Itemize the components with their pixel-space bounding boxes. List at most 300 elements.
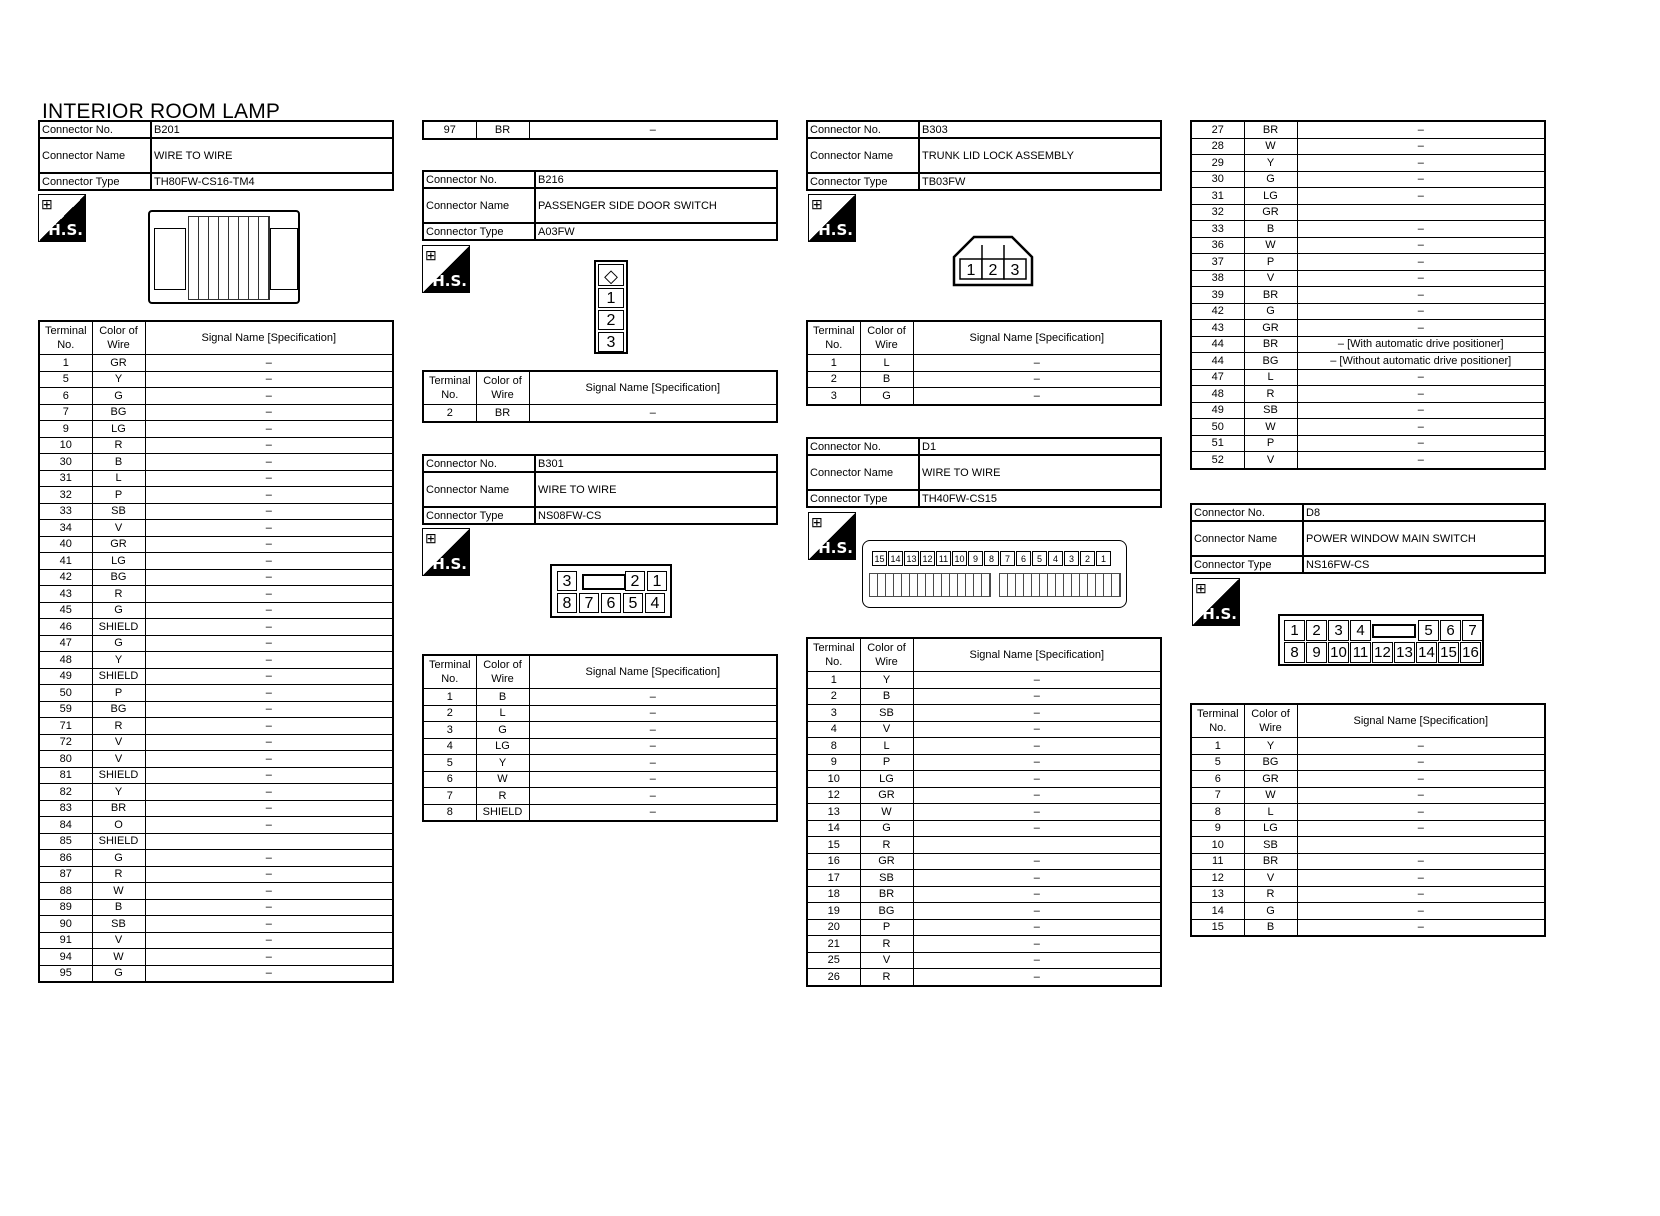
- wire-color-cell: W: [476, 771, 529, 788]
- connector-no-label: Connector No.: [423, 455, 535, 472]
- connector-name-value: POWER WINDOW MAIN SWITCH: [1303, 521, 1545, 556]
- terminal-no-header: Terminal No.: [807, 638, 860, 672]
- table-row: [39, 652, 393, 669]
- table-row: [39, 751, 393, 768]
- wire-color-cell: Y: [92, 652, 145, 669]
- wire-color-cell: GR: [92, 355, 145, 372]
- hs-icon: ⊞ H.S.: [422, 245, 470, 293]
- b301-pin: 8: [557, 593, 577, 613]
- wire-color-cell: R: [92, 586, 145, 603]
- terminal-no-cell: 26: [807, 969, 860, 986]
- terminal-no-cell: 16: [807, 853, 860, 870]
- signal-name-cell: –: [913, 771, 1161, 788]
- signal-name-cell: –: [145, 701, 393, 718]
- connector-no-label: Connector No.: [807, 121, 919, 138]
- wire-color-cell: G: [92, 850, 145, 867]
- signal-name-cell: –: [145, 602, 393, 619]
- signal-name-cell: –: [913, 787, 1161, 804]
- connector-b303-terminal-table: [806, 320, 1162, 406]
- b303-pin: 2: [988, 262, 998, 279]
- terminal-no-cell: 29: [1191, 155, 1244, 172]
- wire-color-cell: B: [1244, 919, 1297, 936]
- table-row: [807, 672, 1161, 689]
- wire-color-cell: P: [860, 919, 913, 936]
- signal-name-cell: –: [913, 705, 1161, 722]
- b301-pin: 1: [647, 571, 667, 591]
- signal-name-cell: –: [145, 569, 393, 586]
- signal-name-cell: –: [1297, 853, 1545, 870]
- d8-pin: 12: [1372, 642, 1393, 663]
- signal-name-cell: –: [529, 705, 777, 722]
- signal-name-cell: –: [1297, 270, 1545, 287]
- wire-color-cell: W: [1244, 237, 1297, 254]
- connector-b303-diagram: [952, 235, 1034, 287]
- b301-pin: 3: [557, 571, 577, 591]
- terminal-no-cell: 87: [39, 866, 92, 883]
- wire-color-cell: W: [1244, 787, 1297, 804]
- b301-pin: 6: [601, 593, 621, 613]
- signal-name-cell: –: [1297, 237, 1545, 254]
- signal-name-cell: –: [1297, 738, 1545, 755]
- terminal-no-cell: 47: [1191, 369, 1244, 386]
- signal-name-header: Signal Name [Specification]: [529, 655, 777, 689]
- wire-color-cell: BR: [860, 886, 913, 903]
- connector-type-label: Connector Type: [807, 490, 919, 507]
- wire-color-cell: W: [860, 804, 913, 821]
- wire-color-cell: SHIELD: [476, 804, 529, 821]
- signal-name-cell: –: [145, 932, 393, 949]
- connector-no-label: Connector No.: [39, 121, 151, 138]
- table-row: [807, 688, 1161, 705]
- signal-name-cell: –: [145, 767, 393, 784]
- table-row: [39, 602, 393, 619]
- wire-color-cell: GR: [92, 536, 145, 553]
- connector-d1-diagram: [862, 540, 1127, 608]
- table-row: [1191, 402, 1545, 419]
- signal-name-cell: –: [145, 965, 393, 982]
- wire-color-cell: R: [860, 936, 913, 953]
- table-row: [39, 619, 393, 636]
- connector-no-label: Connector No.: [807, 438, 919, 455]
- table-row: [1191, 303, 1545, 320]
- table-row: [39, 553, 393, 570]
- signal-name-cell: –: [1297, 171, 1545, 188]
- terminal-no-cell: 4: [423, 738, 476, 755]
- signal-name-cell: –: [913, 804, 1161, 821]
- terminal-no-cell: 82: [39, 784, 92, 801]
- signal-name-cell: –: [1297, 435, 1545, 452]
- table-row: [39, 767, 393, 784]
- signal-name-cell: –: [1297, 870, 1545, 887]
- table-row: [807, 388, 1161, 405]
- connector-name-value: PASSENGER SIDE DOOR SWITCH: [535, 188, 777, 223]
- table-row: [1191, 188, 1545, 205]
- table-row: [1191, 287, 1545, 304]
- table-row: [807, 787, 1161, 804]
- table-row: [39, 355, 393, 372]
- table-row: [39, 685, 393, 702]
- wire-color-cell: GR: [1244, 771, 1297, 788]
- terminal-no-header: Terminal No.: [423, 371, 476, 405]
- wire-color-cell: Y: [92, 371, 145, 388]
- wire-color-cell: L: [476, 705, 529, 722]
- connector-b201-diagram: [148, 210, 300, 304]
- wire-color-cell: G: [92, 602, 145, 619]
- table-row: [807, 886, 1161, 903]
- terminal-no-cell: 34: [39, 520, 92, 537]
- d1-pin: 13: [904, 551, 919, 566]
- wire-color-cell: SHIELD: [92, 767, 145, 784]
- wire-color-cell: Y: [476, 755, 529, 772]
- signal-name-cell: –: [913, 672, 1161, 689]
- b303-pin: 1: [966, 262, 976, 279]
- b216-pin: 3: [598, 332, 624, 352]
- connector-no-value: D8: [1303, 504, 1545, 521]
- wire-color-cell: B: [92, 454, 145, 471]
- hs-icon: ⊞ H.S.: [38, 194, 86, 242]
- connector-type-label: Connector Type: [39, 173, 151, 190]
- terminal-no-cell: 91: [39, 932, 92, 949]
- table-row: [1191, 886, 1545, 903]
- signal-name-cell: –: [145, 751, 393, 768]
- terminal-no-cell: 38: [1191, 270, 1244, 287]
- signal-name-cell: –: [913, 371, 1161, 388]
- table-row: [423, 738, 777, 755]
- table-row: [39, 404, 393, 421]
- wire-color-cell: G: [92, 388, 145, 405]
- table-row: [1191, 804, 1545, 821]
- wire-color-cell: G: [1244, 903, 1297, 920]
- signal-name-cell: –: [913, 355, 1161, 372]
- terminal-no-cell: 12: [1191, 870, 1244, 887]
- terminal-no-cell: 48: [1191, 386, 1244, 403]
- signal-name-cell: –: [913, 969, 1161, 986]
- terminal-no-cell: 89: [39, 899, 92, 916]
- table-row: [39, 635, 393, 652]
- wire-color-cell: P: [1244, 435, 1297, 452]
- signal-name-header: Signal Name [Specification]: [913, 321, 1161, 355]
- wire-color-cell: Y: [1244, 738, 1297, 755]
- signal-name-cell: –: [145, 404, 393, 421]
- connector-type-value: TB03FW: [919, 173, 1161, 190]
- wire-color-cell: SB: [860, 870, 913, 887]
- wire-color-cell: BR: [476, 405, 529, 422]
- table-row: [1191, 369, 1545, 386]
- terminal-no-cell: 49: [39, 668, 92, 685]
- d8-pin: 15: [1438, 642, 1459, 663]
- signal-name-cell: –: [145, 553, 393, 570]
- signal-name-cell: –: [529, 788, 777, 805]
- color-of-wire-header: Color of Wire: [92, 321, 145, 355]
- signal-name-cell: –: [913, 853, 1161, 870]
- wire-color-cell: B: [860, 371, 913, 388]
- connector-d1-terminal-table: [806, 637, 1162, 987]
- connector-name-label: Connector Name: [423, 472, 535, 507]
- table-row: [39, 899, 393, 916]
- terminal-no-cell: 5: [39, 371, 92, 388]
- table-row: [39, 718, 393, 735]
- terminal-no-cell: 49: [1191, 402, 1244, 419]
- table-row: [423, 771, 777, 788]
- table-row: [39, 866, 393, 883]
- signal-name-cell: –: [145, 866, 393, 883]
- terminal-no-cell: 25: [807, 952, 860, 969]
- signal-name-cell: –: [1297, 221, 1545, 238]
- signal-name-cell: –: [1297, 320, 1545, 337]
- d1-pin: 15: [872, 551, 887, 566]
- connector-type-label: Connector Type: [423, 507, 535, 524]
- signal-name-cell: –: [145, 371, 393, 388]
- connector-no-label: Connector No.: [1191, 504, 1303, 521]
- b216-key: ◇: [598, 264, 624, 286]
- table-row: [39, 668, 393, 685]
- signal-name-cell: –: [145, 454, 393, 471]
- signal-name-cell: –: [913, 903, 1161, 920]
- terminal-no-cell: 8: [423, 804, 476, 821]
- table-row: [423, 121, 777, 139]
- connector-name-label: Connector Name: [807, 455, 919, 490]
- terminal-no-cell: 5: [1191, 754, 1244, 771]
- d1-pin: 8: [984, 551, 999, 566]
- terminal-no-cell: 41: [39, 553, 92, 570]
- signal-name-cell: –: [1297, 754, 1545, 771]
- terminal-no-cell: 31: [1191, 188, 1244, 205]
- terminal-no-cell: 33: [39, 503, 92, 520]
- wire-color-cell: V: [92, 734, 145, 751]
- b301-pin: 4: [645, 593, 665, 613]
- wire-color-cell: SB: [92, 916, 145, 933]
- terminal-no-cell: 44: [1191, 353, 1244, 370]
- terminal-no-cell: 81: [39, 767, 92, 784]
- wire-color-cell: BR: [1244, 121, 1297, 138]
- wire-color-cell: SB: [1244, 837, 1297, 854]
- terminal-no-cell: 14: [807, 820, 860, 837]
- table-row: [807, 754, 1161, 771]
- signal-name-cell: –: [913, 721, 1161, 738]
- connector-name-label: Connector Name: [423, 188, 535, 223]
- table-row: [1191, 820, 1545, 837]
- terminal-no-cell: 90: [39, 916, 92, 933]
- d1-pin: 3: [1064, 551, 1079, 566]
- signal-name-cell: –: [1297, 452, 1545, 469]
- wire-color-cell: BG: [1244, 353, 1297, 370]
- terminal-no-cell: 32: [1191, 204, 1244, 221]
- signal-name-cell: –: [913, 936, 1161, 953]
- table-row: [39, 421, 393, 438]
- d8-pin: 16: [1460, 642, 1481, 663]
- signal-name-cell: –: [913, 754, 1161, 771]
- terminal-no-cell: 6: [423, 771, 476, 788]
- wire-color-cell: L: [860, 738, 913, 755]
- signal-name-cell: –: [145, 503, 393, 520]
- d8-pin: 2: [1306, 620, 1327, 641]
- wire-color-cell: B: [860, 688, 913, 705]
- table-row: [1191, 903, 1545, 920]
- terminal-no-cell: 3: [423, 722, 476, 739]
- table-row: [807, 853, 1161, 870]
- signal-name-cell: [913, 837, 1161, 854]
- wire-color-cell: GR: [1244, 204, 1297, 221]
- wire-color-cell: R: [92, 718, 145, 735]
- d1-pin-block-left: [869, 573, 991, 597]
- wire-color-cell: L: [860, 355, 913, 372]
- connector-b301-info: [422, 454, 778, 525]
- table-row: [1191, 919, 1545, 936]
- wire-color-cell: G: [92, 965, 145, 982]
- wire-color-cell: V: [92, 932, 145, 949]
- table-row: [39, 916, 393, 933]
- signal-name-cell: –: [1297, 886, 1545, 903]
- table-row: [1191, 336, 1545, 353]
- d8-pin: 10: [1328, 642, 1349, 663]
- terminal-no-cell: 47: [39, 635, 92, 652]
- wire-color-cell: LG: [476, 738, 529, 755]
- terminal-no-cell: 2: [423, 705, 476, 722]
- connector-no-value: D1: [919, 438, 1161, 455]
- table-row: [423, 689, 777, 706]
- connector-no-value: B301: [535, 455, 777, 472]
- terminal-no-cell: 2: [807, 371, 860, 388]
- d8-pin: 11: [1350, 642, 1371, 663]
- terminal-no-cell: 84: [39, 817, 92, 834]
- terminal-no-cell: 48: [39, 652, 92, 669]
- wire-color-cell: W: [1244, 419, 1297, 436]
- terminal-no-cell: 1: [39, 355, 92, 372]
- connector-b201-info: [38, 120, 394, 191]
- terminal-no-cell: 37: [1191, 254, 1244, 271]
- terminal-no-cell: 30: [39, 454, 92, 471]
- table-row: [1191, 254, 1545, 271]
- table-row: [39, 536, 393, 553]
- connector-b216-diagram: [594, 260, 628, 354]
- connector-d1-info: [806, 437, 1162, 508]
- connector-type-value: TH80FW-CS16-TM4: [151, 173, 393, 190]
- terminal-no-cell: 5: [423, 755, 476, 772]
- table-row: [807, 837, 1161, 854]
- signal-name-header: Signal Name [Specification]: [529, 371, 777, 405]
- table-row: [39, 734, 393, 751]
- hs-icon: ⊞ H.S.: [1192, 578, 1240, 626]
- signal-name-cell: [1297, 837, 1545, 854]
- terminal-no-cell: 6: [39, 388, 92, 405]
- signal-name-cell: –: [145, 899, 393, 916]
- table-row: [807, 870, 1161, 887]
- signal-name-cell: –: [145, 668, 393, 685]
- connector-name-value: WIRE TO WIRE: [151, 138, 393, 173]
- table-row: [807, 969, 1161, 986]
- wire-color-cell: P: [92, 685, 145, 702]
- connector-no-value: B303: [919, 121, 1161, 138]
- table-row: [39, 701, 393, 718]
- terminal-no-cell: 43: [1191, 320, 1244, 337]
- page-title: INTERIOR ROOM LAMP: [42, 100, 281, 123]
- table-row: [1191, 787, 1545, 804]
- wire-color-cell: R: [92, 437, 145, 454]
- d1-pin: 14: [888, 551, 903, 566]
- terminal-no-cell: 44: [1191, 336, 1244, 353]
- table-row: [1191, 870, 1545, 887]
- signal-name-cell: –: [1297, 919, 1545, 936]
- wire-color-cell: GR: [860, 853, 913, 870]
- signal-name-cell: –: [145, 685, 393, 702]
- wire-color-cell: V: [92, 751, 145, 768]
- table-row: [39, 470, 393, 487]
- signal-name-cell: –: [1297, 804, 1545, 821]
- b301-pin: 2: [625, 571, 645, 591]
- connector-b216-info: [422, 170, 778, 241]
- table-row: [423, 804, 777, 821]
- terminal-no-cell: 59: [39, 701, 92, 718]
- terminal-no-cell: 45: [39, 602, 92, 619]
- signal-name-cell: – [With automatic drive positioner]: [1297, 336, 1545, 353]
- table-row: [39, 388, 393, 405]
- terminal-no-cell: 46: [39, 619, 92, 636]
- table-row: [807, 820, 1161, 837]
- terminal-no-cell: 33: [1191, 221, 1244, 238]
- table-row: [39, 949, 393, 966]
- b303-pin: 3: [1010, 262, 1020, 279]
- wire-color-cell: SB: [1244, 402, 1297, 419]
- table-row: [807, 903, 1161, 920]
- d8-pin: 4: [1350, 620, 1371, 641]
- table-row: [39, 817, 393, 834]
- signal-name-cell: – [Without automatic drive positioner]: [1297, 353, 1545, 370]
- table-row: [423, 788, 777, 805]
- connector-d1-terminal-table-cont: [1190, 120, 1546, 470]
- wire-color-cell: LG: [92, 553, 145, 570]
- d8-pin: 8: [1284, 642, 1305, 663]
- terminal-no-header: Terminal No.: [1191, 704, 1244, 738]
- wire-color-cell: V: [1244, 452, 1297, 469]
- b216-pin: 1: [598, 288, 624, 308]
- signal-name-cell: –: [145, 652, 393, 669]
- signal-name-cell: –: [145, 586, 393, 603]
- signal-name-cell: –: [1297, 820, 1545, 837]
- hs-icon: ⊞ H.S.: [422, 528, 470, 576]
- connector-no-value: B216: [535, 171, 777, 188]
- terminal-no-cell: 6: [1191, 771, 1244, 788]
- d1-pin: 7: [1000, 551, 1015, 566]
- signal-name-cell: –: [145, 520, 393, 537]
- table-row: [39, 932, 393, 949]
- signal-name-cell: –: [145, 784, 393, 801]
- signal-name-header: Signal Name [Specification]: [913, 638, 1161, 672]
- table-row: [39, 437, 393, 454]
- table-row: [1191, 419, 1545, 436]
- d1-pin: 6: [1016, 551, 1031, 566]
- table-row: [1191, 837, 1545, 854]
- table-row: [1191, 171, 1545, 188]
- wire-color-cell: L: [1244, 369, 1297, 386]
- table-row: [1191, 853, 1545, 870]
- terminal-no-cell: 21: [807, 936, 860, 953]
- terminal-no-cell: 43: [39, 586, 92, 603]
- signal-name-cell: –: [529, 771, 777, 788]
- signal-name-cell: –: [145, 619, 393, 636]
- terminal-no-cell: 51: [1191, 435, 1244, 452]
- table-row: [1191, 452, 1545, 469]
- terminal-no-cell: 13: [1191, 886, 1244, 903]
- wire-color-cell: Y: [92, 784, 145, 801]
- terminal-no-cell: 7: [1191, 787, 1244, 804]
- signal-name-cell: –: [913, 919, 1161, 936]
- signal-name-cell: –: [1297, 287, 1545, 304]
- wire-color-cell: G: [860, 820, 913, 837]
- connector-no-value: B201: [151, 121, 393, 138]
- terminal-no-cell: 10: [807, 771, 860, 788]
- table-row: [807, 705, 1161, 722]
- terminal-no-cell: 7: [423, 788, 476, 805]
